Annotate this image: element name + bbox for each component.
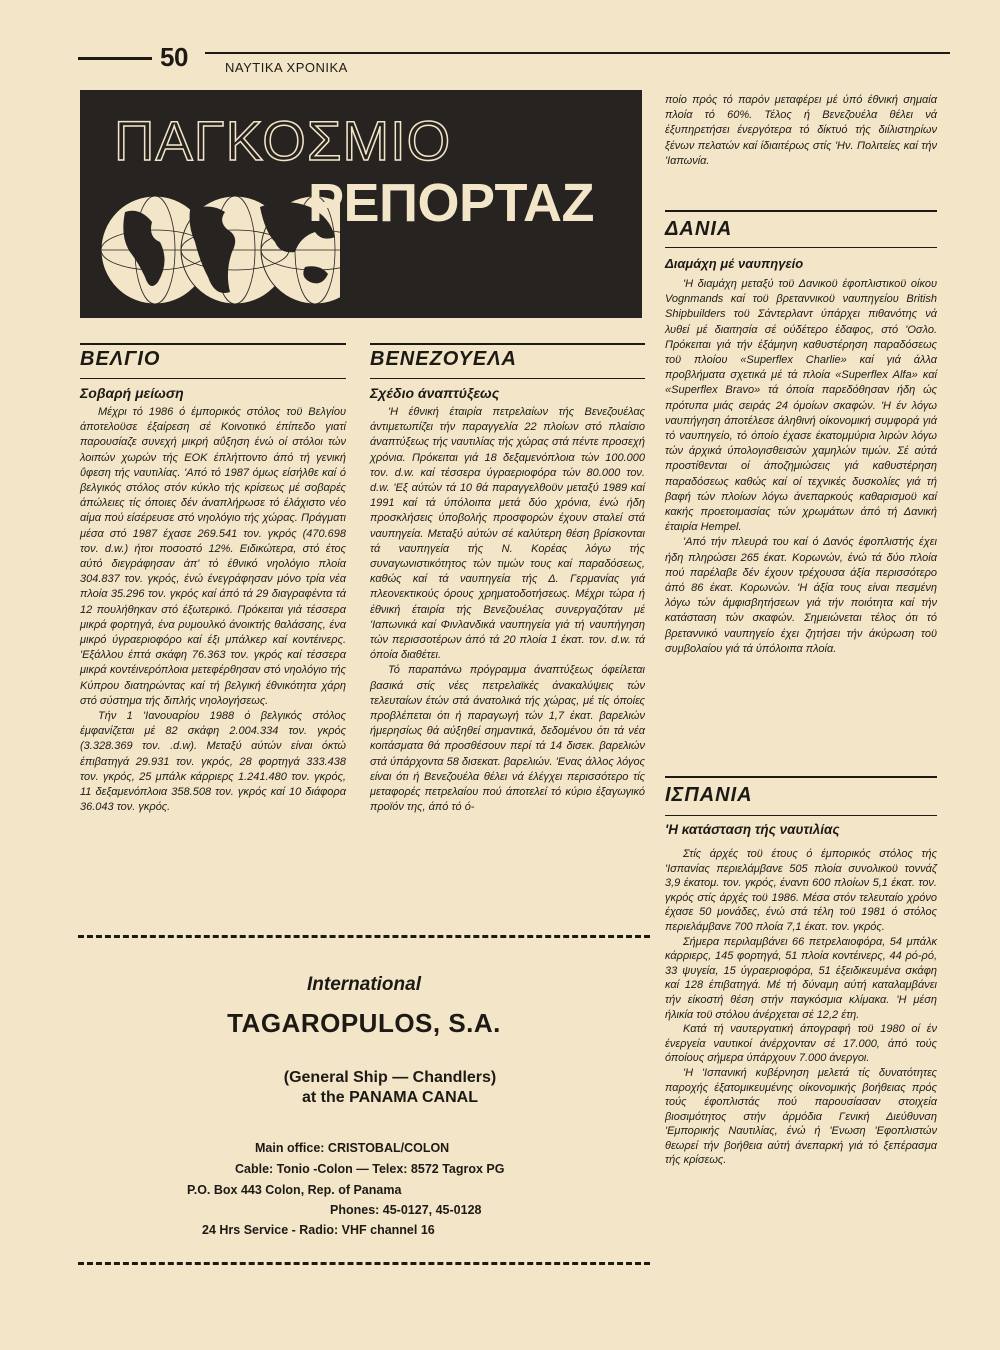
denmark-rule-bottom	[665, 247, 937, 248]
venezuela-rule-top	[370, 343, 645, 345]
ad-subtitle-1: (General Ship — Chandlers)	[283, 1069, 497, 1086]
world-report-banner	[80, 90, 642, 318]
belgium-paragraph: Μέχρι τό 1986 ό έμπορικός στόλος τοϋ Βελγίου άποτελοϋσε έξαίρεση σέ Κοινοτικό έπίπεδο γιατί παρουσίαζε συνεχή μικρή αΰξηση ένώ οί στόλοι τών λοιπών χωρών τής ΕΟΚ έπλήττοντο άπό τή γενική ΰφεση τής ναυτιλίας. 'Από τό 1987 όμως είσήλθε καί ό βελγικός στόλος στόν κύκλο τής κρίσεως μέ σοβαρές άπώλειες τίς όποιες δέν άναπλήρωσε τό έλάχιστο νέο αίμα πού είσέρευσε στό νηολόγιο τής χώρας. Πράγματι μέσα στό 1987 έχασε 269.541 τον. γκρός (470.698 τον. d.w.) ήτοι ποσοστό 12%. Ειδικώτερα, στό έτος αύτό διεγράφησαν άπ' τό έθνικό νηολόγιο πλοία 304.837 τον. γκρός, ένώ ένεγράφησαν μόνο τρία νέα πλοία 35.296 τον. γκρός καί άπό τά 29 διαγραφέντα τά 12 πουλήθηκαν στό έξωτερικό. Πρόκειται γιά τέσσερα μικρά φορτηγά, ένα ρυμουλκό άνοικτής θαλάσσης, ένα μικρό ύγραεριοφόρο καί έξι μπάλκερ καί κοντέινερς. 'Εξάλλου έπτά σκάφη 76.363 τον. γκρός καί τέσσερα μικρά κοντέινερόπλοια μετεφέρθησαν στό νηολόγιο τής Κύπρου διατηρώντας καί τή βελγική έθνικότητα χάρη στό σύστημα τής διπλής νηολογήσεως.	[80, 406, 346, 707]
spain-paragraph: 'Η 'Ισπανική κυβέρνηση μελετά τίς δυνατότητες παροχής έξατομικευμένης οίκονομικής βοήθειας πρός τούς έφοπλιστάς πού παρουσίασαν στοιχεία βιοσιμότητος στήν άρμόδια Γενική Διεύθυνση 'Εμπορικής Ναυτιλίας, ένώ ή 'Ενωση 'Εφοπλιστών θεωρεί τήν βοήθεια αύτή άνεπαρκή γιά τό ξεπέρασμα τής κρίσεως.	[665, 1066, 937, 1167]
spain-subheading: 'Η κατάσταση τής ναυτιλίας	[665, 822, 840, 837]
header-rule-left	[78, 57, 152, 60]
ad-main-office: Main office: CRISTOBAL/COLON	[255, 1141, 450, 1155]
denmark-heading: ΔΑΝΙΑ	[665, 218, 733, 240]
denmark-paragraph: 'Από τήν πλευρά του καί ό Δανός έφοπλιστής έχει ήδη πληρώσει 265 έκατ. Κορωνών, ένώ τά δύο πλοία πού παρέλαβε δέν έχουν τρέχουσα άξία περισσότερο άπό 86 έκατ. Κορωνών. 'Η άξία τους είναι πεσμένη λόγω τών άμφισβητήσεων γιά τήν ποιότητα καί τήν κατάσταση τών σκαφών. Σημειώνεται τέλος ότι τό βρεταννικό ναυπηγείο έχει ζητήσει τήν άκύρωση τοϋ συμβολαίου γιά τά ύπόλοιπα πλοία.	[665, 536, 937, 655]
venezuela-rule-bottom	[370, 378, 645, 379]
venezuela-subheading: Σχέδιο άναπτύξεως	[370, 385, 500, 401]
spain-rule-top	[665, 776, 937, 778]
ad-cable-telex: Cable: Tonio -Colon — Telex: 8572 Tagrox PG	[235, 1162, 505, 1176]
belgium-rule-bottom	[80, 378, 346, 379]
ad-border-top	[78, 935, 650, 938]
globes-icon	[100, 182, 340, 312]
belgium-rule-top	[80, 343, 346, 345]
venezuela-continuation	[665, 93, 937, 169]
spain-paragraph: Στίς άρχές τοϋ έτους ό έμπορικός στόλος τής 'Ισπανίας περιελάμβανε 505 πλοία συνολικοϋ τοννάζ 3,9 έκατομ. τον. γκρός, έναντι 600 πλοίων 5,1 έκατ. τον. γκρός στίς άρχές τοϋ 1986. Μέσα στόν τελευταίο χρόνο έχασε 50 μονάδες, ένώ στά τέλη τοϋ 1981 ό στόλος περιελάμβανε 700 πλοία 7,1 έκατ. τον. γκρός.	[665, 848, 937, 933]
ad-service: 24 Hrs Service - Radio: VHF channel 16	[202, 1223, 435, 1237]
venezuela-heading: ΒΕΝΕΖΟΥΕΛΑ	[370, 348, 518, 370]
header-rule-right	[205, 52, 950, 54]
ad-border-bottom	[78, 1262, 650, 1265]
spain-rule-bottom	[665, 815, 937, 816]
banner-title-line2: ΡΕΠΟΡΤΑΖ	[308, 173, 595, 233]
venezuela-paragraph: 'Η έθνική έταιρία πετρελαίων τής Βενεζουέλας άντιμετωπίζει τήν παραγγελία 22 πλοίων στό πλαίσιο άναπτύξεως τής ναυτιλίας τής χώρας στά πέντε προσεχή χρόνια. Πρόκειται γιά 18 δεξαμενόπλοια τών 100.000 τον. d.w. καί τέσσερα ύγραεριοφόρα τών 80.000 τον. d.w. 'Εξ αύτών τά 10 θά παραγγελθοϋν μεταξύ 1989 καί 1991 καί τά ύπόλοιπα μετά δύο χρόνια, ένώ ήδη προσκλήσεις ύποβολής προσφορών έχουν σταλεί στά ναυπηγεία. Μεταξύ αύτών σέ καλύτερη θέση βρίσκονται τά ναυπηγεία τής Ν. Κορέας λόγω τής συναγωνιστικότητος τών τιμών τους καί παραδόσεως, καθώς καί τά ναυπηγεία τής Δ. Γερμανίας γιά πλεονεκτικούς όρους χρηματοδοτήσεως. Μέχρι τώρα ή έθνική έταιρία τής Βενεζουέλας συνεργαζόταν μέ 'Ιαπωνικά καί Φινλανδικά ναυπηγεία γιά τή ναυπήγηση τών περισσοτέρων άπό τά 20 πλοία 1 έκατ. τον. d.w. τά όποία διαθέτει.	[370, 406, 645, 662]
ad-international: International	[306, 974, 421, 995]
banner-title-line1: ΠΑΓΚΟΣΜΙΟ	[114, 109, 452, 172]
continuation-paragraph: ποίο πρός τό παρόν μεταφέρει μέ ύπό έθνική σημαία πλοία τό 60%. Τέλος ή Βενεζουέλα θέλει νά έξυπηρετήσει ένεργότερα τό δίκτυό τής διίλιστηρίων ξένων πελατών καί ίδιαιτέρως στίς 'Ην. Πολιτείες καί τήν 'Ιαπωνία.	[665, 94, 937, 167]
magazine-title: ΝΑΥΤΙΚΑ ΧΡΟΝΙΚΑ	[225, 60, 348, 75]
denmark-subheading: Διαμάχη μέ ναυπηγείο	[665, 256, 804, 271]
denmark-article	[665, 277, 937, 657]
spain-paragraph: Σήμερα περιλαμβάνει 66 πετρελαιοφόρα, 54 μπάλκ κάρριερς, 145 φορτηγά, 51 πλοία κοντέινερς, 44 ρό-ρό, 33 ψυγεία, 15 ύγραεριοφόρα, 51 έξειδικευμένα σκάφη καί 128 έπιβατηγά. Μέ τή δύναμη αύτή καταλαμβάνει τήν είκοστή θέση στήν παγκόσμια κλίμακα. 'Η μέση ήλικία τοϋ στόλου άνέρχεται σέ 12,2 έτη.	[665, 935, 937, 1021]
ad-phones: Phones: 45-0127, 45-0128	[330, 1203, 482, 1217]
belgium-article	[80, 405, 346, 815]
ad-po-box: P.O. Box 443 Colon, Rep. of Panama	[187, 1183, 402, 1197]
ad-subtitle-2: at the PANAMA CANAL	[302, 1089, 478, 1106]
denmark-rule-top	[665, 210, 937, 212]
ad-company-name: TAGAROPULOS, S.A.	[227, 1008, 501, 1038]
page-number: 50	[160, 42, 188, 72]
spain-article	[665, 847, 937, 1168]
belgium-heading: ΒΕΛΓΙΟ	[80, 348, 161, 370]
venezuela-article	[370, 405, 645, 815]
spain-paragraph: Κατά τή ναυτεργατική άπογραφή τοϋ 1980 οί έν ένεργεία ναυτικοί άνέρχονταν σέ 17.000, άπό τούς όποίους σήμερα ύπάρχουν 7.000 άνεργοι.	[665, 1023, 937, 1065]
spain-heading: ΙΣΠΑΝΙΑ	[665, 784, 753, 806]
belgium-subheading: Σοβαρή μείωση	[80, 385, 184, 401]
venezuela-paragraph: Τό παραπάνω πρόγραμμα άναπτύξεως όφείλεται βασικά στίς νέες πετρελαϊκές άνακαλύψεις τών τελευταίων έτών στά άνατολικά τής χώρας, μέ τίς όποίες προβλέπεται ότι ή παραγωγή τών 1,7 έκατ. βαρελιών ήμερησίως θά αύξηθεί σημαντικά, δεδομένου ότι τά νέα κοιτάσματα θά προσθέσουν περί τά 14 δισεκ. βαρελιών στά ύπάρχοντα 58 δισεκατ. βαρελιών. 'Ενας άλλος λόγος είναι ότι ή Βενεζουέλα θέλει νά έλέγχει περισσότερο τίς μεταφορές πετρελαίου πού άποτελεί τό κύριο έξαγωγικό προϊόν της, άπό τό ό-	[370, 664, 645, 814]
denmark-paragraph: 'Η διαμάχη μεταξύ τοϋ Δανικοϋ έφοπλιστικοϋ οίκου Vognmands καί τοϋ βρεταννικοϋ ναυπηγείου British Shipbuilders τοϋ Σάντερλαντ ύπάρχει πιθανότης νά λυθεί μέ διαιτησία σέ ούδέτερο έδαφος, στό 'Οσλο. Πρόκειται γιά τήν έξάμηνη καθυστέρηση παραδόσεως τοϋ πλοίου «Superflex Charlie» καί γιά άλλα προβλήματα σχετικά μέ τά πλοία «Superflex Alfa» καί «Superflex Bravo» τά όποία παρεδόθησαν ήδη ώς πρότυπα μιάς σειράς 24 όμοίων σκαφών. 'Η έν λόγω ναυπήγηση άποτέλεσε άληθινή οίκονομική συμφορά γιά τό ναυπηγείο, τό όποίο έχασε έκατομμύρια λιρών λόγω τών άρχικά ύπολογισθεισών χαμηλών τιμών. Σέ αύτά προστίθενται οί άποζημιώσεις γιά καθυστέρηση παραδόσεως καθώς καί οί τεχνικές δυσκολίες γιά τή βαφή τών πλοίων λόγω άνεπαρκούς καθαρισμοϋ καί κακής προετοιμασίας τών χρωμάτων άπό τή Δανική έταιρία Hempel.	[665, 278, 937, 534]
belgium-paragraph: Τήν 1 'Ιανουαρίου 1988 ό βελγικός στόλος έμφανίζεται μέ 82 σκάφη 2.004.334 τον. γκρός (3.328.369 τον. .d.w). Μεταξύ αύτών είναι όκτώ έπιβατηγά 29.931 τον. γκρός, 28 φορτηγά 333.438 τον. γκρός, 25 μπάλκ κάρριερς 1.241.480 τον. γκρός, 11 δεξαμενόπλοια 358.508 τον. γκρός καί 10 διάφορα 36.043 τον. γκρός.	[80, 710, 346, 814]
